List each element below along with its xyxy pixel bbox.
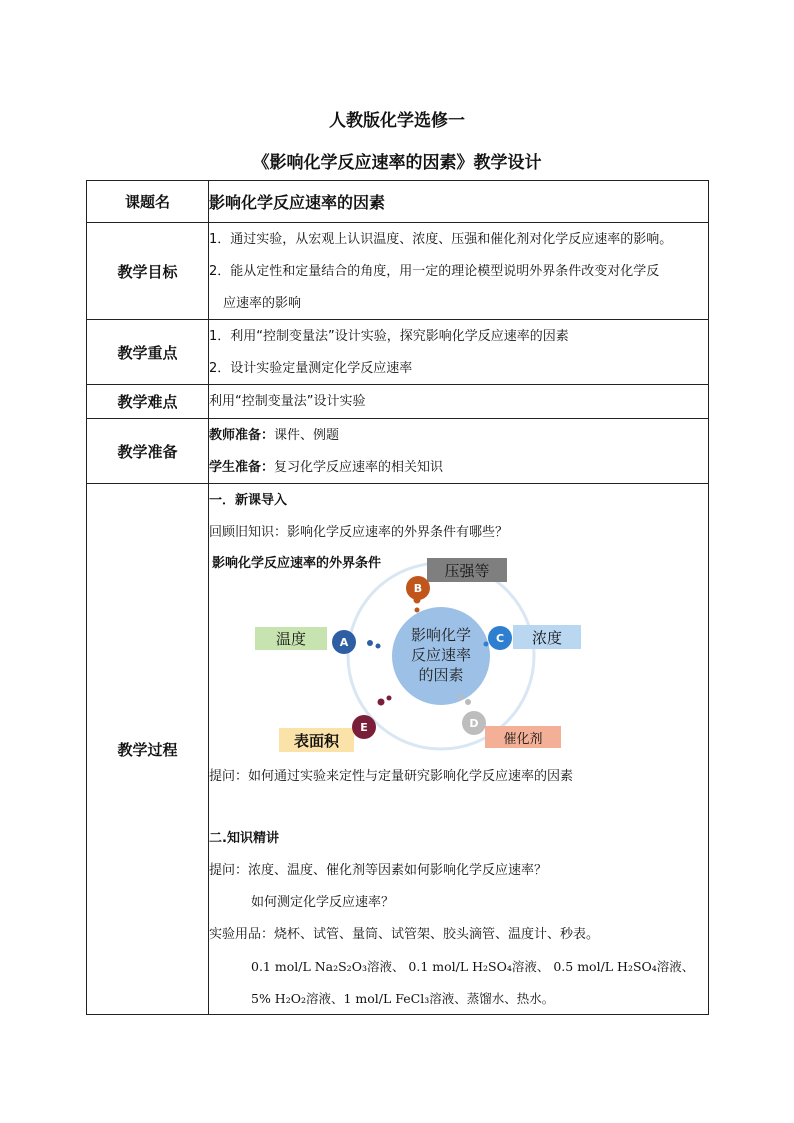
factor-label-pressure: 压强等 <box>444 561 490 580</box>
goals-label: 教学目标 <box>87 223 209 320</box>
factor-label-temperature: 温度 <box>275 630 306 648</box>
question-1: 提问：如何通过实验来定性与定量研究影响化学反应速率的因素 <box>209 768 574 784</box>
node-letter-B: B <box>413 581 423 595</box>
preparation-row <box>87 419 709 484</box>
node-letter-A: A <box>339 635 349 649</box>
diagram-title: 影响化学反应速率的外界条件 <box>212 556 382 571</box>
factor-label-concentration: 浓度 <box>531 628 562 647</box>
teacher-preparation <box>209 419 708 451</box>
center-line: 影响化学 <box>410 626 471 644</box>
keypoints-row <box>87 320 709 385</box>
preparation-label: 教学准备 <box>87 419 209 484</box>
spacer <box>209 792 708 822</box>
factor-label-surface-area: 表面积 <box>293 731 339 750</box>
difficulty-row <box>87 385 709 419</box>
question-3: 如何测定化学反应速率？ <box>251 894 395 910</box>
goal-item: 1．通过实验，从宏观上认识温度、浓度、压强和催化剂对化学反应速率的影响。 <box>209 231 673 247</box>
supplies: 实验用品：烧杯、试管、量筒、试管架、胶头滴管、温度计、秒表。 <box>209 926 600 942</box>
factor-label-catalyst: 催化剂 <box>503 731 543 747</box>
process-cell <box>209 484 709 1015</box>
difficulty-cell <box>209 385 709 419</box>
keypoint-item: 2．设计实验定量测定化学反应速率 <box>209 360 413 376</box>
difficulty-value: 利用“控制变量法”设计实验 <box>209 394 366 409</box>
lesson-plan-table <box>86 180 709 1015</box>
factors-diagram <box>209 552 699 760</box>
keypoint-item: 1．利用“控制变量法”设计实验，探究影响化学反应速率的因素 <box>209 328 569 344</box>
center-line: 反应速率 <box>410 646 471 664</box>
document-subtitle: 《影响化学反应速率的因素》教学设计 <box>252 153 542 173</box>
student-preparation-label: 学生准备： <box>209 459 275 475</box>
keypoints-label: 教学重点 <box>87 320 209 385</box>
reagents-line-2: 5% H₂O₂溶液、1 mol/L FeCl₃溶液、蒸馏水、热水。 <box>251 990 555 1006</box>
node-letter-E: E <box>360 720 368 734</box>
document-title: 人教版化学选修一 <box>329 111 465 131</box>
process-label: 教学过程 <box>87 484 209 1015</box>
question-2: 提问：浓度、温度、催化剂等因素如何影响化学反应速率？ <box>209 862 548 878</box>
goals-row <box>87 223 709 320</box>
keypoints-cell <box>209 320 709 385</box>
teacher-preparation-label: 教师准备： <box>209 427 275 443</box>
section-1-title: 一．新课导入 <box>209 492 288 508</box>
topic-cell <box>209 181 709 223</box>
student-preparation <box>209 451 708 483</box>
goals-cell <box>209 223 709 320</box>
node-letter-D: D <box>469 716 479 730</box>
topic-label: 课题名 <box>87 181 209 223</box>
goal-item: 2．能从定性和定量结合的角度，用一定的理论模型说明外界条件改变对化学反 <box>209 263 660 279</box>
section-2-title: 二.知识精讲 <box>209 830 279 846</box>
center-line: 的因素 <box>418 666 464 684</box>
difficulty-label: 教学难点 <box>87 385 209 419</box>
topic-row <box>87 181 709 223</box>
review-question: 回顾旧知识：影响化学反应速率的外界条件有哪些？ <box>209 524 509 540</box>
goal-item: 应速率的影响 <box>223 295 302 311</box>
process-row <box>87 484 709 1015</box>
student-preparation-value: 复习化学反应速率的相关知识 <box>274 459 444 475</box>
node-letter-C: C <box>495 631 505 645</box>
preparation-cell <box>209 419 709 484</box>
diagram-center-label <box>392 625 490 685</box>
reagents-line-1: 0.1 mol/L Na₂S₂O₃溶液、 0.1 mol/L H₂SO₄溶液、 0.5 mol/L H₂SO₄溶液、 <box>251 958 695 974</box>
teacher-preparation-value: 课件、例题 <box>274 427 340 443</box>
topic-value: 影响化学反应速率的因素 <box>209 193 386 212</box>
